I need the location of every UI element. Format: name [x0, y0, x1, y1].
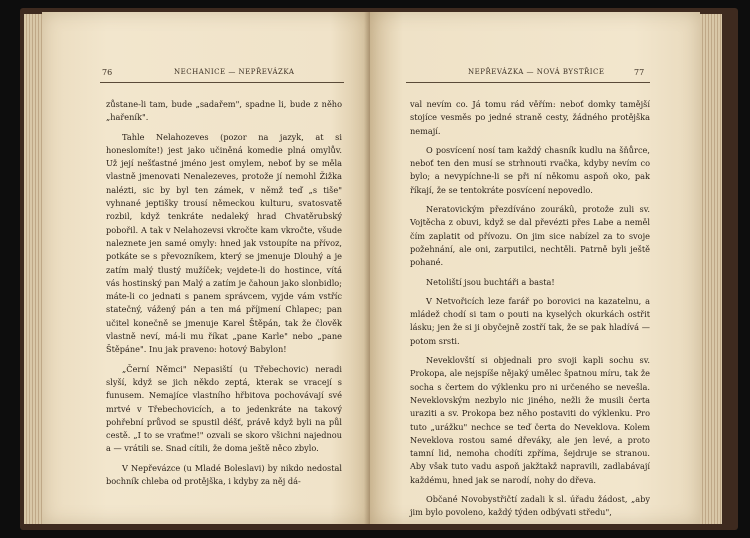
paragraph: Neratovickým přezdíváno zourákû, protože zuli sv. Vojtěcha z obuvi, když se dal převézti přes Labe a neměl čím zaplatit od přívozu. On jim sice nabízel za to svoje požehnání, ale oni, zarputilci, nechtěli. Patrně byli ještě pohané. — [410, 204, 650, 268]
right-page-text — [410, 98, 650, 520]
right-page-edges — [700, 14, 722, 524]
right-header-rule — [406, 82, 650, 83]
paragraph: Občané Novobystřičtí zadali k sl. úřadu žádost, „aby jim bylo povoleno, každý týden odbývati středu", — [410, 494, 650, 518]
paragraph: O posvícení nosí tam každý chasník kudlu na šňůrce, neboť ten den musí se strhnouti rvačka, kdyby nevím co bylo; a nevypíchne-li se při ní někomu aspoň oko, pak říkají, že se tentokráte posvícení nepovedlo. — [410, 144, 650, 195]
paragraph: zůstane-li tam, bude „sadařem", spadne li, bude z něho „hařeník". — [106, 99, 342, 123]
left-page-number: 76 — [102, 68, 113, 77]
left-running-header: NECHANICE — NEPŘEVÁZKA — [174, 68, 295, 76]
paragraph: V Netvořicích leze farář po borovici na kazatelnu, a mládež chodí si tam o pouti na kyselých okurkách ostřit lásku; jen že si ji obyčejně zostří tak, že se pak hladívá — potom srsti. — [410, 295, 650, 346]
paragraph: Neveklovští si objednali pro svoji kapli sochu sv. Prokopa, ale nejspíše nějaký umělec špatnou míru, tak že socha s čertem do výklenku pro ni určeného se nevešla. Neveklovským nezbylo nic jiného, nežli že musili čerta uraziti a sv. Prokopa bez něho postaviti do výklenku. Pro tuto „urážku" nechce se teď čerta do Neveklova. Kolem Neveklova rostou samé dřeváky, ale jen levé, a proto tamní lid, nemoha chodíti zpříma, šejdruje se stranou. Aby však tuto vadu aspoň jakžtakž napravili, zadlabávají každému, hned jak se narodí, nohy do dřeva. — [410, 355, 650, 485]
left-page — [42, 12, 370, 524]
right-running-header: NEPŘEVÁZKA — NOVÁ BYSTŘICE — [468, 68, 605, 76]
paragraph: „Černí Němci" Nepasiští (u Třebechovic) neradi slyší, když se jich někdo zeptá, kterak se vracejí s funusem. Nemajíce vlastního hřbitova pochovávají své mrtvé v Třebechovicích, a to jedenkráte na takový pohřební průvod se spustil déšť, právě když byli na půl cestě. „I to se vraťme!" ozvali se skoro všichni najednou a — vrátili se. Snad cítili, že doma ještě něco zbylo. — [106, 363, 342, 454]
paragraph: val nevím co. Já tomu rád věřím: neboť domky tamější stojíce vesměs po jedné straně cesty, žádného protějška nemají. — [410, 99, 650, 136]
left-page-text — [106, 98, 342, 488]
right-page — [370, 12, 700, 524]
left-page-edges — [24, 14, 42, 524]
paragraph: Netoliští jsou buchtáři a basta! — [426, 276, 555, 287]
paragraph: Tahle Nelahozeves (pozor na jazyk, at si honeslomíte!) jest jako učiněná komedie plná omylův. Už její nešťastné jméno jest omylem, neboť by se měla vlastně jmenovati Nenalezeves, protože jí nemohl Žižka nalézti, sic by byl ten zámek, v němž teď „s tiše" vyhnané jeptišky trousí německou kulturu, svatosvatě rozbil, když tenkráte nedaleký hrad Chvatěrubský pobořil. A tak v Nelahozevsi vkročte kam vkročte, všude naleznete jen samé omyly: hned jak vstoupíte na přívoz, potkáte se s převozníkem, který se jmenuje Dlouhý a je zatím malý tlustý mužíček; vejdete-li do hostince, vítá vás hostinský pan Malý a zatím je čahoun jako slonbidlo; máte-li co jednati s panem správcem, vyjde vám vstříc statečný, vážený pán a ten má příjmení Chlapec; pan učitel konečně se jmenuje Karel Štěpán, tak že člověk vlastně neví, má-li mu říkat „pane Karle" nebo „pane Štěpáne". Inu jak praveno: hotový Babylon! — [106, 131, 342, 355]
right-page-number: 77 — [634, 68, 645, 77]
paragraph: V Nepřevázce (u Mladé Boleslavi) by nikdo nedostal bochník chleba od protějška, i kdyby za něj dá- — [106, 462, 342, 487]
left-header-rule — [100, 82, 344, 83]
